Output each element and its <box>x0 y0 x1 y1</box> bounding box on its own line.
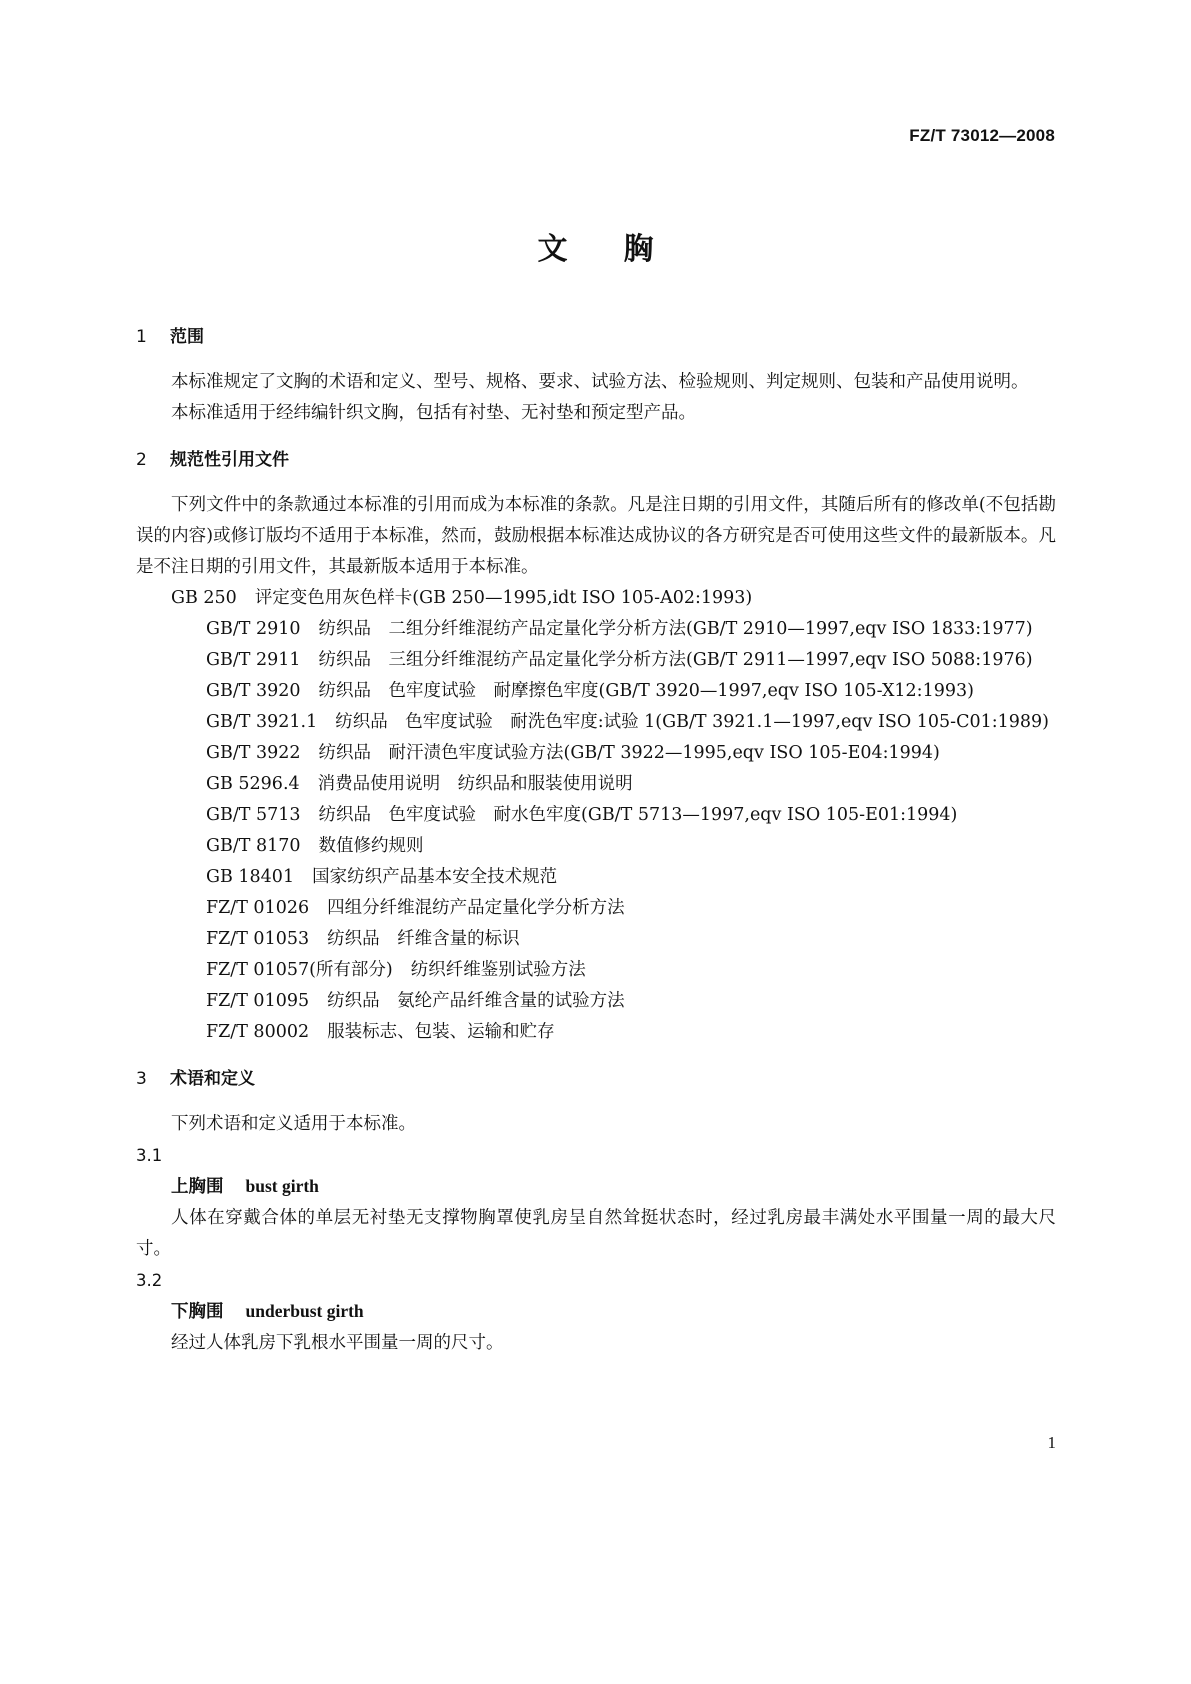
reference-item <box>136 676 1056 707</box>
reference-code: GB/T 3920 <box>206 681 301 701</box>
reference-item <box>136 583 1056 614</box>
section-number: 1 <box>136 327 147 347</box>
reference-code: GB/T 3922 <box>206 743 301 763</box>
section-heading-scope <box>136 322 1056 353</box>
section-number: 2 <box>136 450 147 470</box>
reference-code: GB/T 3921.1 <box>206 712 318 732</box>
reference-item <box>136 893 1056 924</box>
reference-code: FZ/T 01057(所有部分) <box>206 960 393 980</box>
reference-code: GB 5296.4 <box>206 774 300 794</box>
reference-item <box>136 707 1056 738</box>
reference-item <box>136 738 1056 769</box>
term-heading <box>171 1296 1056 1328</box>
reference-code: FZ/T 01053 <box>206 929 310 949</box>
reference-item <box>136 862 1056 893</box>
reference-code: GB 250 <box>171 588 237 608</box>
reference-code: GB/T 8170 <box>206 836 301 856</box>
reference-code: FZ/T 01026 <box>206 898 310 918</box>
reference-text: 纺织品 耐汗渍色牢度试验方法(GB/T 3922—1995,eqv ISO 105-E04:1994) <box>318 743 940 763</box>
reference-item <box>136 955 1056 986</box>
reference-text: 评定变色用灰色样卡(GB 250—1995,idt ISO 105-A02:1993) <box>254 588 753 608</box>
reference-code: GB/T 5713 <box>206 805 301 825</box>
section-title: 范围 <box>170 327 204 347</box>
page-number: 1 <box>1047 1433 1056 1452</box>
reference-item <box>136 800 1056 831</box>
section-heading-normative-references <box>136 445 1056 476</box>
term-en: bust girth <box>245 1176 319 1196</box>
reference-item <box>136 831 1056 862</box>
page-title: 文胸 <box>537 232 710 267</box>
reference-text: 纺织品 氨纶产品纤维含量的试验方法 <box>327 991 625 1011</box>
reference-code: GB/T 2910 <box>206 619 301 639</box>
reference-text: 消费品使用说明 纺织品和服装使用说明 <box>317 774 633 794</box>
reference-text: 纺织品 色牢度试验 耐摩擦色牢度(GB/T 3920—1997,eqv ISO 105-X12:1993) <box>318 681 974 701</box>
term-zh: 下胸围 <box>171 1302 224 1322</box>
reference-item <box>136 769 1056 800</box>
term-heading <box>171 1171 1056 1203</box>
term-number: 3.1 <box>136 1146 163 1165</box>
reference-text: 纺织品 纤维含量的标识 <box>327 929 520 949</box>
term-definition: 经过人体乳房下乳根水平围量一周的尺寸。 <box>171 1333 504 1353</box>
section-title: 规范性引用文件 <box>170 450 289 470</box>
reference-text: 纺织纤维鉴别试验方法 <box>410 960 586 980</box>
scope-paragraph-1: 本标准规定了文胸的术语和定义、型号、规格、要求、试验方法、检验规则、判定规则、包装和产品使用说明。 <box>171 372 1029 392</box>
reference-text: 纺织品 二组分纤维混纺产品定量化学分析方法(GB/T 2910—1997,eqv ISO 1833:1977) <box>318 619 1033 639</box>
reference-text: 服装标志、包装、运输和贮存 <box>327 1022 555 1042</box>
reference-item <box>136 614 1056 645</box>
reference-text: 纺织品 三组分纤维混纺产品定量化学分析方法(GB/T 2911—1997,eqv ISO 5088:1976) <box>318 650 1033 670</box>
reference-item <box>136 1017 1056 1048</box>
term-number: 3.2 <box>136 1271 163 1290</box>
reference-text: 国家纺织产品基本安全技术规范 <box>312 867 558 887</box>
reference-text: 纺织品 色牢度试验 耐洗色牢度:试验 1(GB/T 3921.1—1997,eqv ISO 105-C01:1989) <box>335 712 1049 732</box>
terms-intro: 下列术语和定义适用于本标准。 <box>171 1114 416 1134</box>
section-title: 术语和定义 <box>170 1069 255 1089</box>
reference-code: FZ/T 01095 <box>206 991 310 1011</box>
term-en: underbust girth <box>245 1301 364 1321</box>
reference-text: 四组分纤维混纺产品定量化学分析方法 <box>327 898 625 918</box>
document-body <box>136 322 1056 1359</box>
reference-code: GB 18401 <box>206 867 295 887</box>
reference-item <box>136 645 1056 676</box>
reference-code: FZ/T 80002 <box>206 1022 310 1042</box>
reference-item <box>136 986 1056 1017</box>
reference-code: GB/T 2911 <box>206 650 301 670</box>
standard-code: FZ/T 73012—2008 <box>909 126 1055 145</box>
term-zh: 上胸围 <box>171 1177 224 1197</box>
reference-item <box>136 924 1056 955</box>
references-intro: 下列文件中的条款通过本标准的引用而成为本标准的条款。凡是注日期的引用文件，其随后所有的修改单(不包括勘误的内容)或修订版均不适用于本标准，然而，鼓励根据本标准达成协议的各方研究是否可使用这些文件的最新版本。凡是不注日期的引用文件，其最新版本适用于本标准。 <box>136 495 1056 577</box>
scope-paragraph-2: 本标准适用于经纬编针织文胸，包括有衬垫、无衬垫和预定型产品。 <box>171 403 696 423</box>
reference-text: 纺织品 色牢度试验 耐水色牢度(GB/T 5713—1997,eqv ISO 105-E01:1994) <box>318 805 958 825</box>
reference-text: 数值修约规则 <box>318 836 424 856</box>
section-heading-terms <box>136 1064 1056 1095</box>
term-definition: 人体在穿戴合体的单层无衬垫无支撑物胸罩使乳房呈自然耸挺状态时，经过乳房最丰满处水平围量一周的最大尺寸。 <box>136 1208 1056 1259</box>
section-number: 3 <box>136 1069 147 1089</box>
